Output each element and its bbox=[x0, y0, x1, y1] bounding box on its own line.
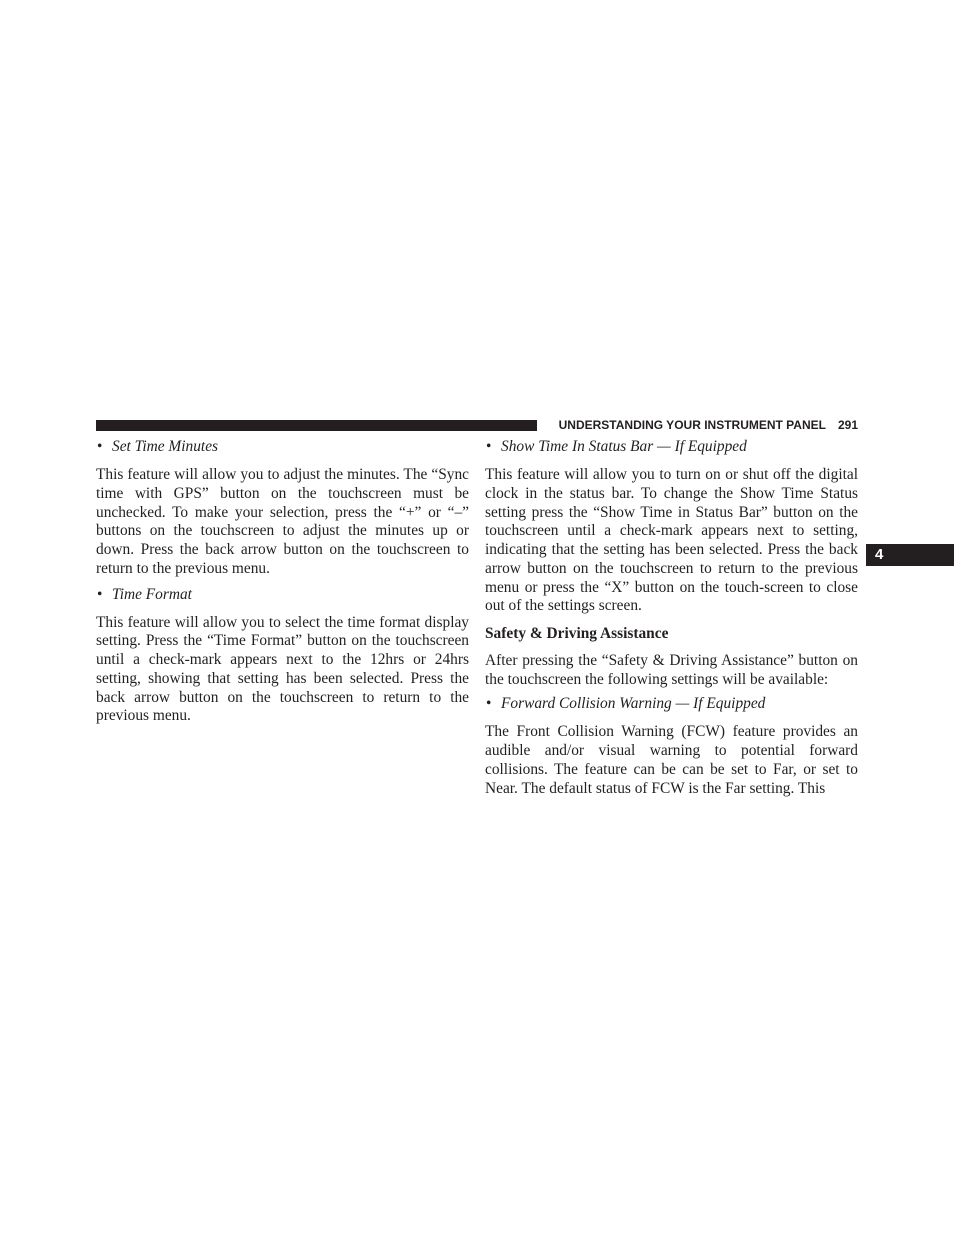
paragraph-show-time-status-bar: This feature will allow you to turn on or shut off the digital clock in the status bar. To change the Show Time Status setting press the “Show Time in Status Bar” button on the touchscreen until a check-mark appears next to setting, indicating that the setting has been selected. Press the back arrow button on the touchscreen to return to the previous menu or press the “X” button on the touch-screen to close out of the settings screen. bbox=[485, 466, 858, 615]
running-header bbox=[546, 417, 858, 434]
right-column bbox=[485, 438, 858, 798]
bullet-time-format bbox=[96, 586, 469, 605]
bullet-glyph: • bbox=[486, 438, 492, 455]
bullet-set-time-minutes bbox=[96, 438, 469, 457]
paragraph-time-format: This feature will allow you to select the time format display setting. Press the “Time Format” button on the touchscreen until a check-mark appears next to the 12hrs or 24hrs setting, showing that setting has been selected. Press the back arrow button on the touchscreen to return to the previous menu. bbox=[96, 613, 469, 725]
paragraph-forward-collision-warning: The Front Collision Warning (FCW) feature provides an audible and/or visual warning to potential forward collisions. The feature can be can be set to Far, or set to Near. The default status of FCW is the Far setting. This bbox=[485, 723, 858, 797]
paragraph-set-time-minutes: This feature will allow you to adjust the minutes. The “Sync time with GPS” button on the touchscreen must be unchecked. To make your selection, press the “+” or “–” buttons on the touchscreen to adjust the minutes up or down. Press the back arrow button on the touchscreen to return to the previous menu. bbox=[96, 466, 469, 577]
bullet-label: Time Format bbox=[112, 585, 192, 603]
page-number: 291 bbox=[837, 418, 858, 432]
bullet-label: Set Time Minutes bbox=[112, 438, 219, 455]
chapter-tab bbox=[866, 544, 954, 566]
section-title: UNDERSTANDING YOUR INSTRUMENT PANEL bbox=[558, 418, 826, 432]
header-rule bbox=[96, 420, 537, 431]
bullet-forward-collision-warning bbox=[485, 695, 858, 714]
chapter-number: 4 bbox=[875, 546, 884, 563]
bullet-label: Forward Collision Warning — If Equipped bbox=[501, 695, 766, 713]
section-heading-safety: Safety & Driving Assistance bbox=[485, 625, 669, 642]
paragraph-safety-intro: After pressing the “Safety & Driving Assistance” button on the touchscreen the following settings will be available: bbox=[485, 651, 858, 688]
bullet-glyph: • bbox=[97, 585, 103, 603]
bullet-label: Show Time In Status Bar — If Equipped bbox=[501, 438, 747, 455]
left-column bbox=[96, 438, 469, 726]
bullet-show-time-status-bar bbox=[485, 438, 858, 457]
bullet-glyph: • bbox=[97, 438, 103, 455]
bullet-glyph: • bbox=[486, 695, 492, 713]
